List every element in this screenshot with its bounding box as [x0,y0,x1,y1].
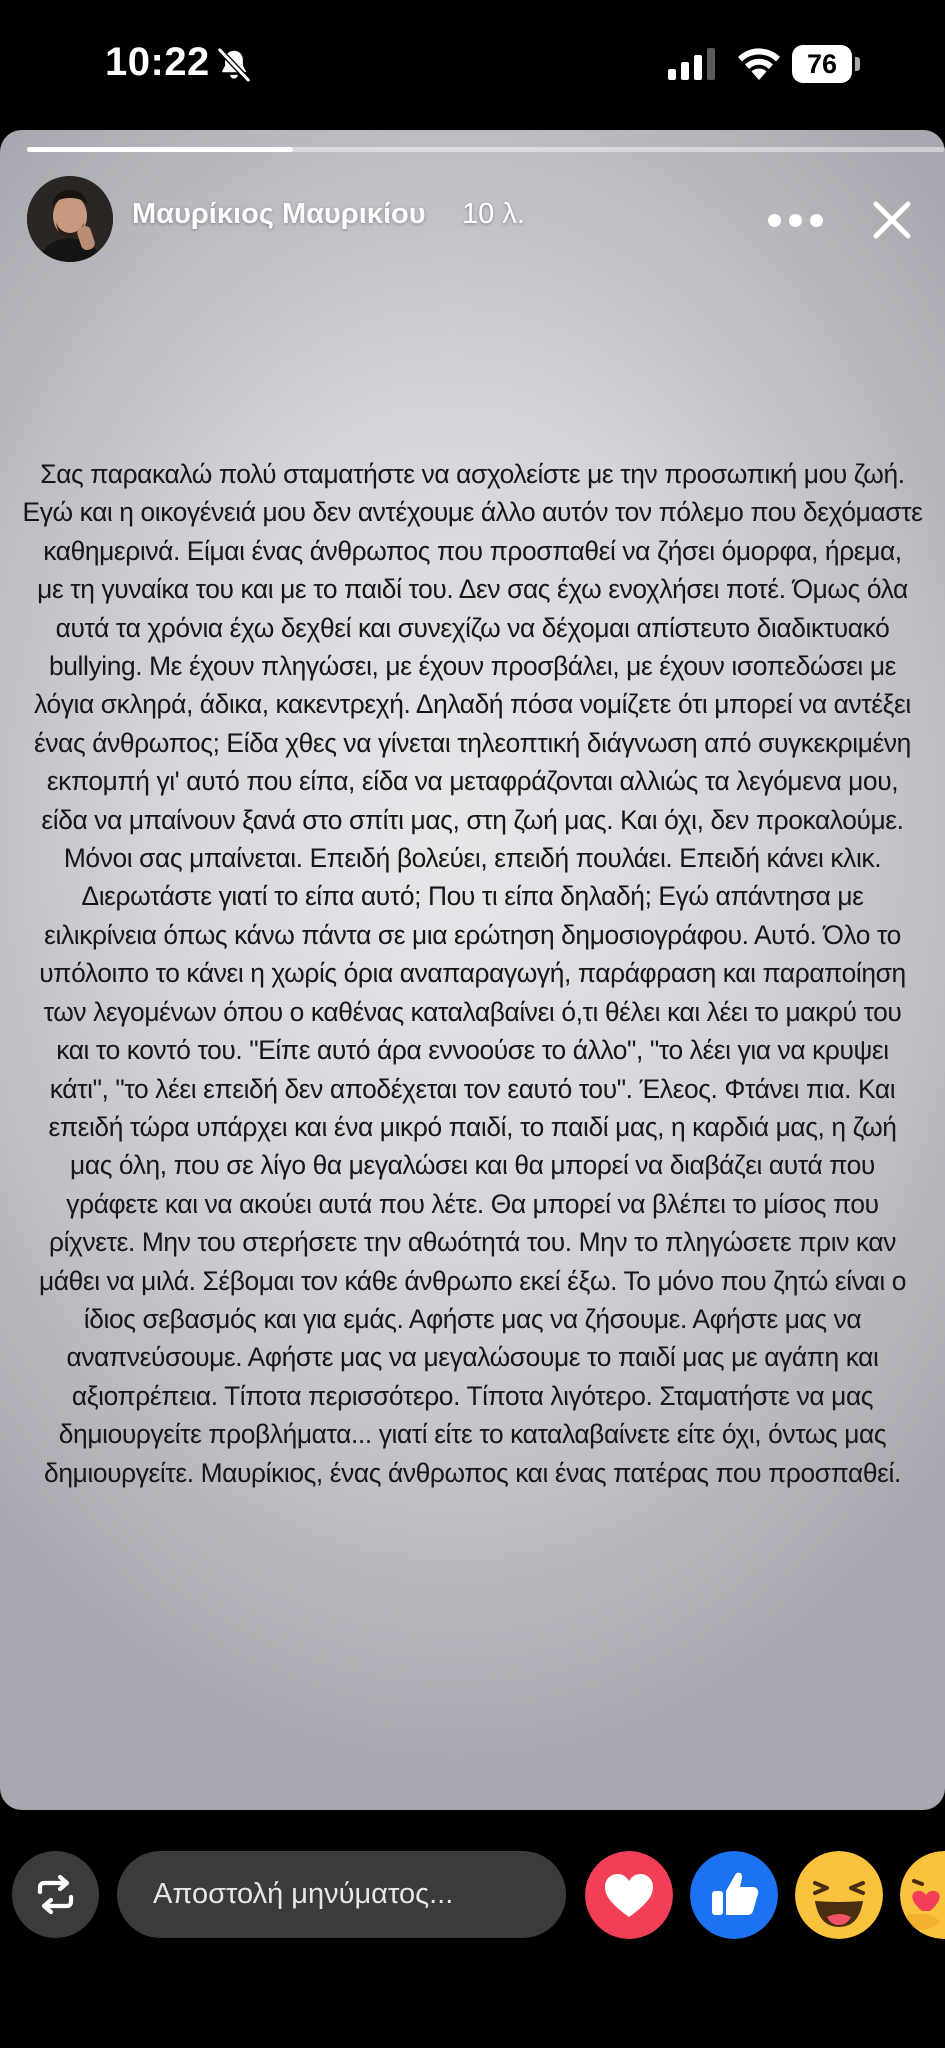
story-text-line: λόγια σκληρά, άδικα, κακεντρεχή. Δηλαδή πόσα νομίζετε ότι μπορεί να αντέξει [34,689,911,720]
heart-icon [585,1851,673,1939]
story-text-line: κάτι", "το λέει επειδή δεν αποδέχεται τον εαυτό του". Έλεος. Φτάνει πια. Και [49,1073,896,1104]
story-text-line: είδα να μπαίνουν ξανά στο σπίτι μας, στη ζωή μας. Και όχι, δεν προκαλούμε. [41,804,904,835]
reaction-heart-button[interactable] [585,1851,673,1939]
share-button[interactable] [12,1851,99,1938]
story-text-line: καθημερινά. Είμαι ένας άνθρωπος που προσπαθεί να ζήσει όμορφα, ήρεμα, [43,535,902,566]
story-text-line: bullying. Με έχουν πληγώσει, με έχουν προσβάλει, με έχουν ισοπεδώσει με [49,651,896,682]
story-text-line: αναπνεύσουμε. Αφήστε μας να μεγαλώσουμε το παιδί μας με αγάπη και [66,1342,879,1373]
story-text-line: Σας παρακαλώ πολύ σταματήστε να ασχολείστε με την προσωπική μου ζωή. [40,459,905,489]
story-viewer[interactable] [0,130,945,1810]
story-text-line: μας όλη, που σε λίγο θα μεγαλώσει και θα μπορεί να διαβάζει αυτά που [70,1150,875,1181]
story-timestamp: 10 λ. [462,198,525,230]
story-text-line: με τη γυναίκα του και με το παιδί του. Δεν σας έχω ενοχλήσει ποτέ. Όμως όλα [37,574,908,605]
care-emoji-icon [900,1851,945,1939]
close-icon[interactable] [870,198,914,242]
cellular-signal-icon [668,48,718,80]
reply-bar [0,1810,945,2048]
wifi-icon [736,44,782,80]
story-text-line: Διερωτάστε γιατί το είπα αυτό; Που τι είπα δηλαδή; Εγώ απάντησα με [81,881,864,912]
laughing-emoji-icon [795,1851,883,1939]
repost-icon [33,1872,78,1917]
bell-slash-icon [215,46,253,84]
story-text-line: ίδιος σεβασμός και για εμάς. Αφήστε μας να ζήσουμε. Αφήστε μας να [83,1303,862,1334]
story-text-line: αξιοπρέπεια. Τίποτα περισσότερο. Τίποτα λιγότερο. Σταματήστε να μας [71,1380,874,1411]
reaction-care-button[interactable] [900,1851,945,1939]
story-progress-bar [27,147,945,152]
story-text-line: ρίχνετε. Μην του στερήσετε την αθωότητά του. Μην το πληγώσετε πριν καν [48,1227,897,1258]
story-text-line: και το κοντό του. "Είπε αυτό άρα εννοούσε το άλλο", "το λέει για να κρυψει [56,1035,889,1066]
story-text-line: των λεγομένων όπου ο καθένας καταλαβαίνει ό,τι θέλει και λέει το μακρύ του [43,996,902,1027]
more-options-button[interactable] [768,210,824,232]
thumbs-up-icon [690,1851,778,1939]
story-text-line: ένας άνθρωπος; Είδα χθες να γίνεται τηλεοπτική διάγνωση από συγκεκριμένη [34,727,911,758]
avatar-photo [27,176,113,262]
message-input[interactable] [117,1851,566,1938]
story-text-line: γράφετε και να ακούει αυτά που λέτε. Θα μπορεί να βλέπει το μίσος που [66,1188,879,1219]
story-progress-fill [27,147,293,152]
battery-level: 76 [806,49,838,79]
story-text-line: ειλικρίνεια όπως κάνω πάντα σε μια ερώτηση δημοσιογράφου. Αυτό. Όλο το [44,919,901,950]
status-time: 10:22 [105,40,210,84]
story-text-line: μάθει να μιλά. Σέβομαι τον κάθε άνθρωπο εκεί έξω. Το μόνο που ζητώ είναι ο [38,1265,907,1296]
story-text-line: επειδή τώρα υπάρχει και ένα μικρό παιδί, το παιδί μας, η καρδιά μας, η ζωή [48,1111,897,1142]
story-text-line: εκπομπή γι' αυτό που είπα, είδα να μεταφράζονται αλλιώς τα λεγόμενα μου, [46,766,899,797]
status-bar [0,0,945,130]
message-placeholder: Αποστολή μηνύματος... [153,1878,454,1910]
story-text-line: υπόλοιπο το κάνει η χωρίς όρια αναπαραγωγή, παράφραση και παραποίηση [39,958,906,989]
reaction-like-button[interactable] [690,1851,778,1939]
story-text-body [16,455,928,1492]
author-name[interactable]: Μαυρίκιος Μαυρικίου [132,198,426,230]
story-text-line: Εγώ και η οικογένειά μου δεν αντέχουμε άλλο αυτόν τον πόλεμο που δεχόμαστε [22,497,923,528]
story-text-line: δημιουργείτε. Μαυρίκιος, ένας άνθρωπος και ένας πατέρας που προσπαθεί. [44,1457,901,1488]
story-text-line: δημιουργείτε προβλήματα... γιατί είτε το καταλαβαίνετε είτε όχι, όντως μας [58,1419,887,1450]
story-text-line: αυτά τα χρόνια έχω δεχθεί και συνεχίζω να δέχομαι απίστευτο διαδικτυακό [55,612,890,643]
battery-indicator [792,45,862,83]
author-avatar[interactable] [27,176,113,262]
story-text-line: Μόνοι σας μπαίνεται. Επειδή βολεύει, επειδή πουλάει. Επειδή κάνει κλικ. [63,843,882,874]
reaction-haha-button[interactable] [795,1851,883,1939]
